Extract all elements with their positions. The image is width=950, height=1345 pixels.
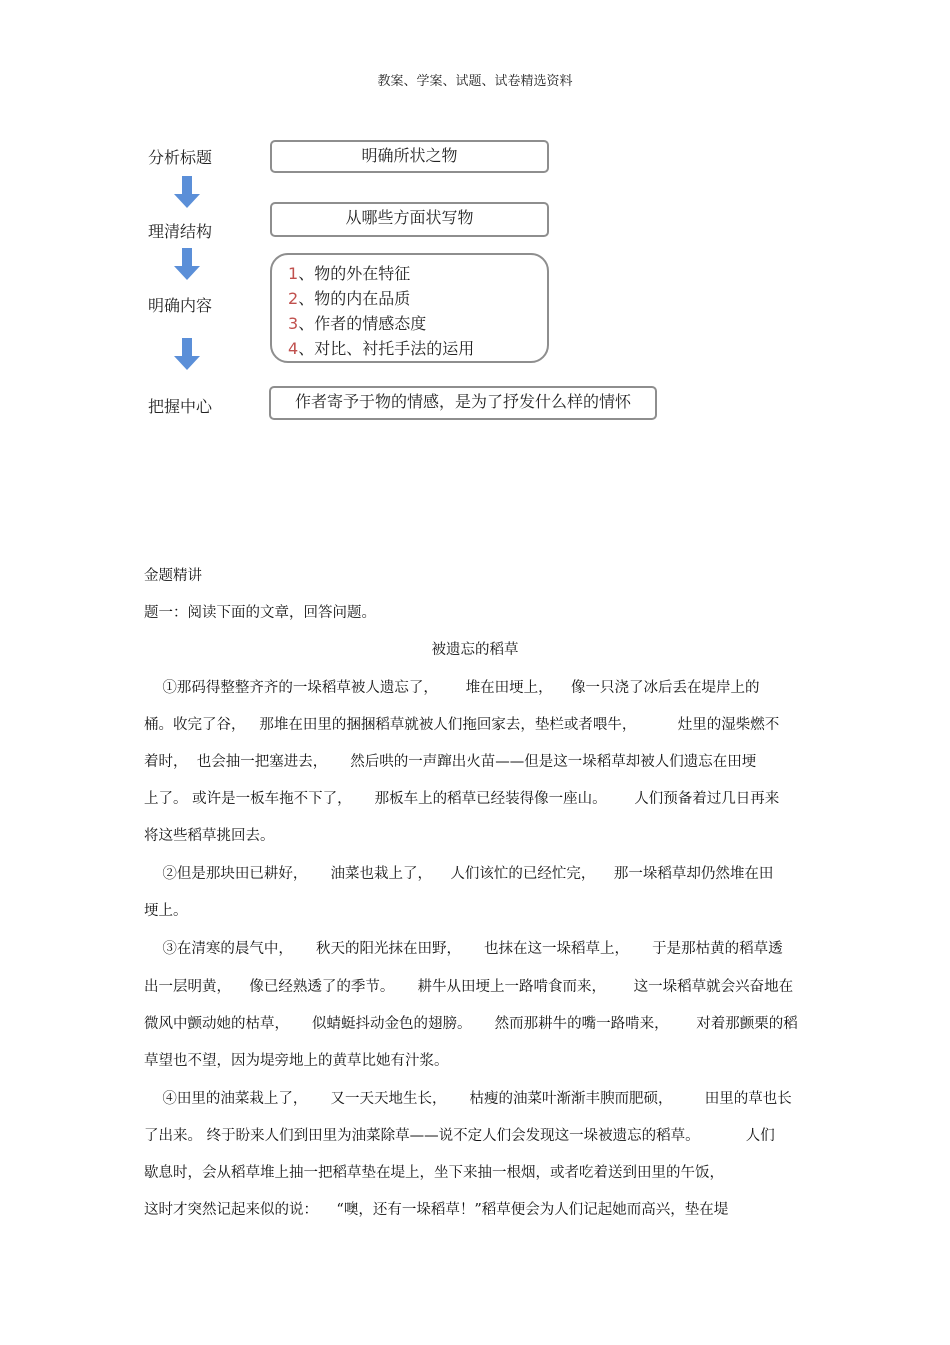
section-title: 金题精讲 [144,568,202,584]
down-arrow-icon-3 [174,338,200,370]
article-line: 着时， 也会抽一把塞进去， 然后哄的一声蹿出火苗——但是这一垛稻草却被人们遗忘在田埂 [144,754,757,770]
flow-step-label-3: 明确内容 [148,296,213,315]
article-line: 这时才突然记起来似的说： “噢，还有一垛稻草！”稻草便会为人们记起她而高兴，垫在堤 [144,1202,729,1218]
article-line: 草望也不望，因为堤旁地上的黄草比她有汁浆。 [144,1053,449,1069]
article-line: 桶。收完了谷， 那堆在田里的捆捆稻草就被人们拖回家去，垫栏或者喂牛， 灶里的湿柴燃不 [144,717,780,733]
article-line: 微风中颤动她的枯草， 似蜻蜓抖动金色的翅膀。 然而那耕牛的嘴一路啃来， 对着那颤栗的稻 [144,1016,798,1032]
article-line: 上了。 或许是一板车拖不下了， 那板车上的稻草已经装得像一座山。 人们预备着过几日再来 [144,791,780,807]
flow-list-item-4: 4、对比、衬托手法的运用 [288,339,475,358]
down-arrow-icon-1 [174,176,200,208]
article-line: ②但是那块田已耕好， 油菜也栽上了， 人们该忙的已经忙完， 那一垛稻草却仍然堆在田 [144,866,774,882]
page-header: 教案、学案、试题、试卷精选资料 [377,74,573,89]
article-line: ③在清寒的晨气中， 秋天的阳光抹在田野， 也抹在这一垛稻草上， 于是那枯黄的稻草透 [144,941,783,957]
flow-step-label-4: 把握中心 [148,397,213,416]
flow-box-3 [270,253,549,363]
article-line: 了出来。 终于盼来人们到田里为油菜除草——说不定人们会发现这一垛被遗忘的稻草。 人们 [144,1128,775,1144]
flow-list-item-3: 3、作者的情感态度 [288,314,427,333]
flow-box-1: 明确所状之物 [270,140,549,173]
article-line: 将这些稻草挑回去。 [144,828,275,844]
flow-list-item-1: 1、物的外在特征 [288,264,411,283]
flow-box-2: 从哪些方面状写物 [270,202,549,237]
article-line: ①那码得整整齐齐的一垛稻草被人遗忘了， 堆在田埂上， 像一只浇了冰后丢在堤岸上的 [144,680,760,696]
article-line: 歇息时，会从稻草堆上抽一把稻草垫在堤上，坐下来抽一根烟，或者吃着送到田里的午饭， [144,1165,724,1181]
article-title: 被遗忘的稻草 [431,642,519,658]
article-line: 埂上。 [144,903,188,919]
question-prompt: 题一：阅读下面的文章，回答问题。 [144,605,376,621]
article-line: ④田里的油菜栽上了， 又一天天地生长， 枯瘦的油菜叶渐渐丰腴而肥硕， 田里的草也长 [144,1091,792,1107]
article-line: 出一层明黄， 像已经熟透了的季节。 耕牛从田埂上一路啃食而来， 这一垛稻草就会兴奋地在 [144,979,794,995]
flow-step-label-1: 分析标题 [148,148,213,167]
flow-step-label-2: 理清结构 [148,222,213,241]
flow-box-4: 作者寄予于物的情感，是为了抒发什么样的情怀 [269,386,657,420]
flow-list-item-2: 2、物的内在品质 [288,289,411,308]
down-arrow-icon-2 [174,248,200,280]
